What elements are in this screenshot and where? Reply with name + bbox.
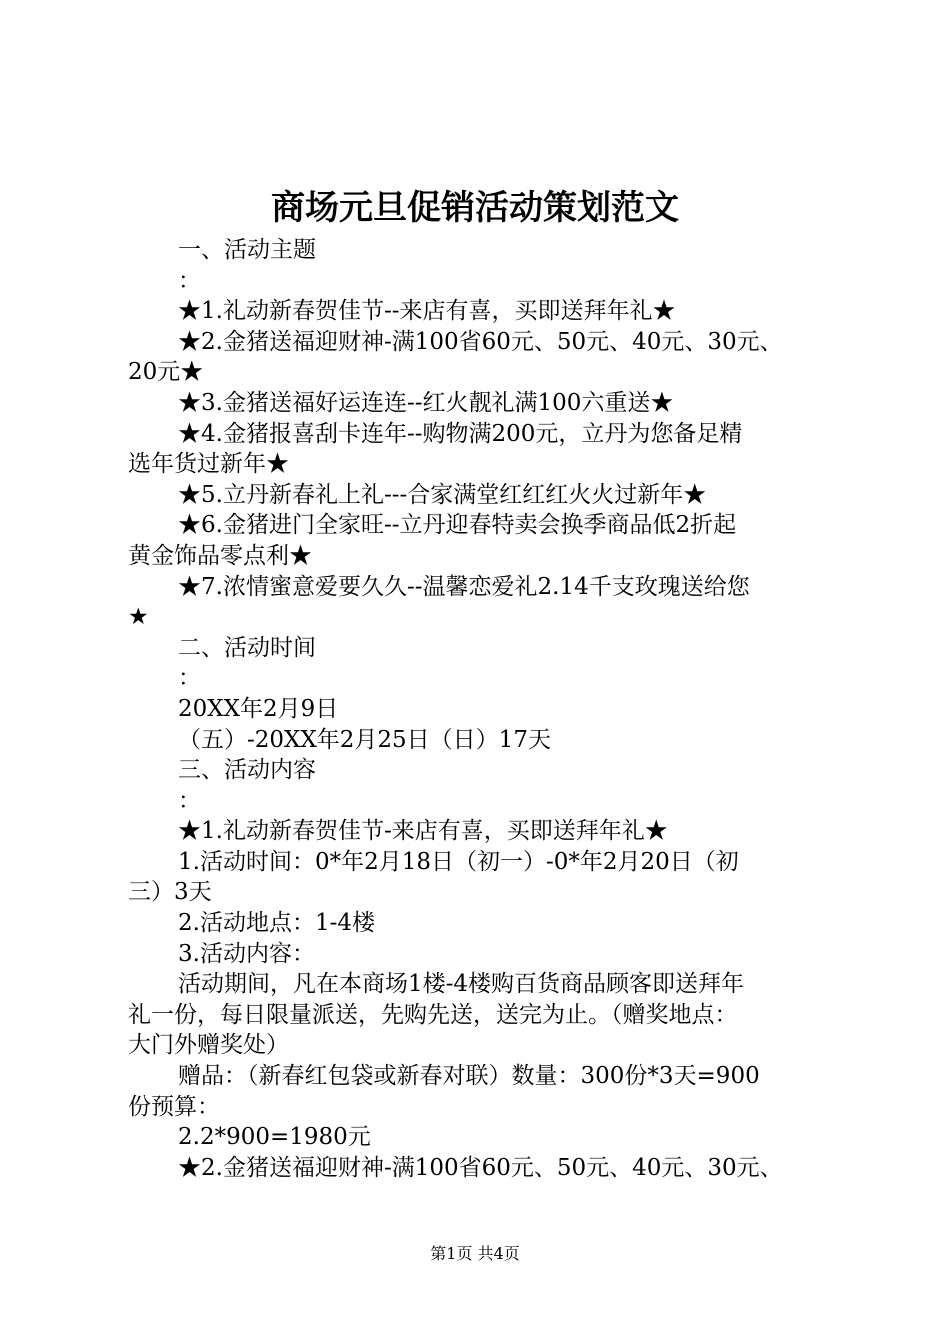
text-line: 20元★ <box>128 359 204 386</box>
text-line: ★ <box>128 604 149 631</box>
text-line: 20XX年2月9日 <box>178 695 339 722</box>
text-line: 选年货过新年★ <box>128 451 289 478</box>
text-line: （五）-20XX年2月25日（日）17天 <box>178 726 551 753</box>
text-line: 三）3天 <box>128 879 212 906</box>
text-line: 活动期间，凡在本商场1楼-4楼购百货商品顾客即送拜年 <box>178 971 745 998</box>
text-line: ★4.金猪报喜刮卡连年--购物满200元，立丹为您备足精 <box>178 420 743 447</box>
text-line: ★7.浓情蜜意爱要久久--温馨恋爱礼2.14千支玫瑰送给您 <box>178 573 750 600</box>
document-title: 商场元旦促销活动策划范文 <box>271 188 679 228</box>
text-line: 礼一份，每日限量派送，先购先送，送完为止。（赠奖地点： <box>128 1001 738 1028</box>
text-line: 2.活动地点：1-4楼 <box>178 910 375 937</box>
text-line: ★2.金猪送福迎财神-满100省60元、50元、40元、30元、 <box>178 328 783 355</box>
text-line: 二、活动时间 <box>178 634 316 661</box>
text-line: ： <box>178 787 201 814</box>
text-line: 一、活动主题 <box>178 237 316 263</box>
text-line: 3.活动内容： <box>178 940 315 967</box>
text-line: ★1.礼动新春贺佳节-来店有喜，买即送拜年礼★ <box>178 818 668 845</box>
document-body <box>128 235 838 1183</box>
text-line: 1.活动时间：0*年2月18日（初一）-0*年2月20日（初 <box>178 848 739 875</box>
text-line: ： <box>178 267 201 294</box>
text-line: 大门外赠奖处） <box>128 1032 289 1059</box>
text-line: ★1.礼动新春贺佳节--来店有喜，买即送拜年礼★ <box>178 298 676 325</box>
text-line: ★3.金猪送福好运连连--红火靓礼满100六重送★ <box>178 389 674 416</box>
text-line: 2.2*900=1980元 <box>178 1124 371 1151</box>
text-line: 三、活动内容 <box>178 757 316 784</box>
text-line: ★2.金猪送福迎财神-满100省60元、50元、40元、30元、 <box>178 1154 783 1181</box>
page-footer: 第1页 共4页 <box>430 1244 520 1263</box>
text-line: ★5.立丹新春礼上礼---合家满堂红红红火火过新年★ <box>178 481 707 508</box>
text-line: 黄金饰品零点利★ <box>128 542 312 569</box>
text-line: 赠品：（新春红包袋或新春对联）数量：300份*3天=900 <box>178 1063 760 1090</box>
text-line: ： <box>178 665 201 692</box>
text-line: ★6.金猪进门全家旺--立丹迎春特卖会换季商品低2折起 <box>178 512 737 539</box>
text-line: 份预算： <box>128 1093 220 1120</box>
